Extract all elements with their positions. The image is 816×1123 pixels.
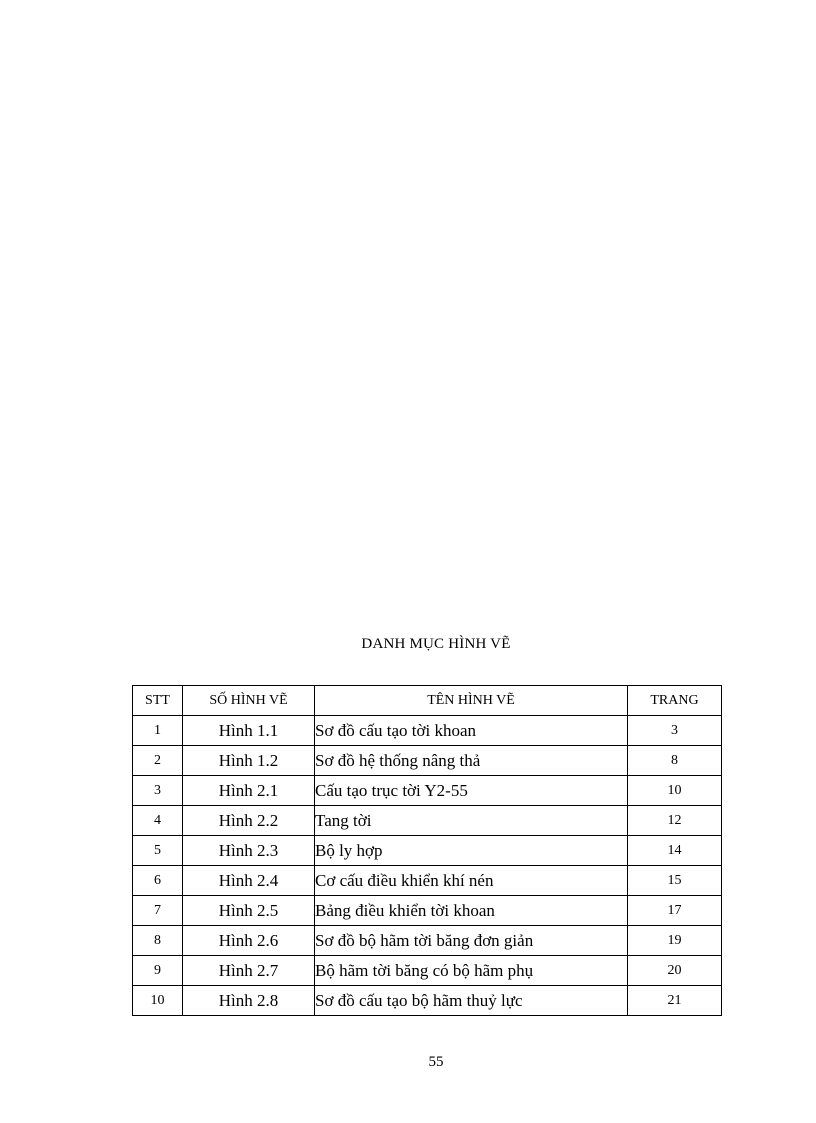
cell-figure-number: Hình 1.2 <box>183 746 315 776</box>
table-row <box>133 746 722 776</box>
cell-stt: 2 <box>133 746 183 776</box>
cell-figure-number: Hình 2.6 <box>183 926 315 956</box>
table-row <box>133 956 722 986</box>
header-page: TRANG <box>628 686 722 716</box>
cell-page: 19 <box>628 926 722 956</box>
cell-page: 15 <box>628 866 722 896</box>
cell-figure-name: Bộ hãm tời băng có bộ hãm phụ <box>315 956 628 986</box>
cell-stt: 7 <box>133 896 183 926</box>
cell-figure-name: Bảng điều khiển tời khoan <box>315 896 628 926</box>
cell-stt: 10 <box>133 986 183 1016</box>
table-row <box>133 776 722 806</box>
cell-page: 8 <box>628 746 722 776</box>
cell-figure-number: Hình 2.3 <box>183 836 315 866</box>
cell-figure-number: Hình 2.7 <box>183 956 315 986</box>
table-header-row <box>133 686 722 716</box>
cell-figure-name: Tang tời <box>315 806 628 836</box>
page-title: DANH MỤC HÌNH VẼ <box>361 636 511 652</box>
header-figure-name: TÊN HÌNH VẼ <box>315 686 628 716</box>
table-row <box>133 806 722 836</box>
header-figure-number: SỐ HÌNH VẼ <box>183 686 315 716</box>
table-row <box>133 866 722 896</box>
cell-page: 3 <box>628 716 722 746</box>
cell-page: 10 <box>628 776 722 806</box>
cell-stt: 3 <box>133 776 183 806</box>
cell-figure-name: Bộ ly hợp <box>315 836 628 866</box>
cell-stt: 4 <box>133 806 183 836</box>
cell-stt: 9 <box>133 956 183 986</box>
cell-stt: 8 <box>133 926 183 956</box>
cell-stt: 6 <box>133 866 183 896</box>
table-row <box>133 716 722 746</box>
table-row <box>133 926 722 956</box>
cell-page: 14 <box>628 836 722 866</box>
cell-figure-name: Cơ cấu điều khiển khí nén <box>315 866 628 896</box>
cell-figure-number: Hình 1.1 <box>183 716 315 746</box>
cell-figure-name: Sơ đồ cấu tạo tời khoan <box>315 716 628 746</box>
cell-stt: 1 <box>133 716 183 746</box>
table-row <box>133 896 722 926</box>
table-row <box>133 986 722 1016</box>
cell-figure-name: Sơ đồ bộ hãm tời băng đơn giản <box>315 926 628 956</box>
cell-figure-number: Hình 2.8 <box>183 986 315 1016</box>
table-row <box>133 836 722 866</box>
figure-list-table <box>132 685 722 1016</box>
cell-page: 12 <box>628 806 722 836</box>
cell-figure-name: Sơ đồ hệ thống nâng thả <box>315 746 628 776</box>
cell-figure-number: Hình 2.1 <box>183 776 315 806</box>
cell-figure-name: Cấu tạo trục tời Y2-55 <box>315 776 628 806</box>
cell-page: 20 <box>628 956 722 986</box>
cell-figure-number: Hình 2.2 <box>183 806 315 836</box>
cell-stt: 5 <box>133 836 183 866</box>
header-stt: STT <box>133 686 183 716</box>
page-number: 55 <box>428 1054 444 1070</box>
cell-figure-number: Hình 2.5 <box>183 896 315 926</box>
cell-page: 21 <box>628 986 722 1016</box>
cell-figure-name: Sơ đồ cấu tạo bộ hãm thuỷ lực <box>315 986 628 1016</box>
cell-figure-number: Hình 2.4 <box>183 866 315 896</box>
cell-page: 17 <box>628 896 722 926</box>
